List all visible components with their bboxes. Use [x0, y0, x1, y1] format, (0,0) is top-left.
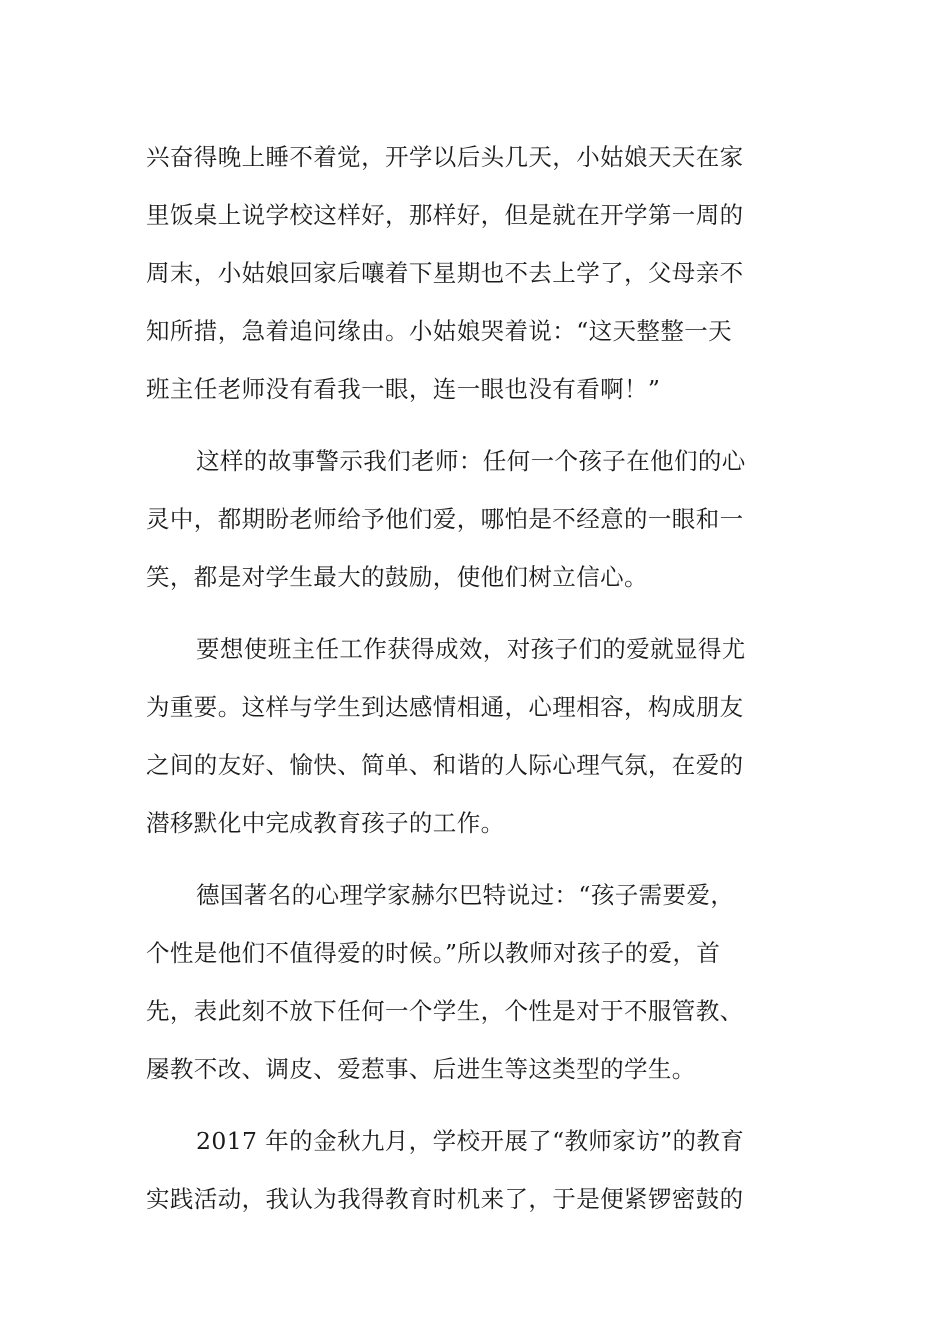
text-line: 先，表此刻不放下任何一个学生，个性是对于不服管教、 — [146, 997, 744, 1025]
text-line: 德国著名的心理学家赫尔巴特说过：“孩子需要爱， — [196, 881, 735, 909]
text-line: 兴奋得晚上睡不着觉，开学以后头几天，小姑娘天天在家 — [146, 143, 744, 171]
document-body — [146, 128, 806, 1228]
text-line: 屡教不改、调皮、爱惹事、后进生等这类型的学生。 — [146, 1055, 696, 1083]
text-line: 周末，小姑娘回家后嚷着下星期也不去上学了，父母亲不 — [146, 259, 744, 287]
text-line: 实践活动，我认为我得教育时机来了，于是便紧锣密鼓的 — [146, 1185, 744, 1213]
text-line: 要想使班主任工作获得成效，对孩子们的爱就显得尤 — [196, 635, 746, 663]
paragraph — [146, 128, 806, 418]
text-line: 灵中，都期盼老师给予他们爱，哪怕是不经意的一眼和一 — [146, 505, 744, 533]
paragraph — [146, 1112, 806, 1228]
paragraph — [146, 866, 806, 1098]
text-line: 知所措，急着追问缘由。小姑娘哭着说：“这天整整一天 — [146, 317, 733, 345]
text-line: 里饭桌上说学校这样好，那样好，但是就在开学第一周的 — [146, 201, 744, 229]
paragraph — [146, 620, 806, 852]
text-line: 之间的友好、愉快、简单、和谐的人际心理气氛，在爱的 — [146, 751, 744, 779]
paragraph — [146, 432, 806, 606]
text-line: 2017 年的金秋九月，学校开展了“教师家访”的教育 — [196, 1127, 745, 1155]
text-line: 这样的故事警示我们老师：任何一个孩子在他们的心 — [196, 447, 746, 475]
text-line: 班主任老师没有看我一眼，连一眼也没有看啊！” — [146, 375, 661, 403]
text-line: 潜移默化中完成教育孩子的工作。 — [146, 809, 505, 837]
text-line: 笑，都是对学生最大的鼓励，使他们树立信心。 — [146, 563, 648, 591]
text-line: 个性是他们不值得爱的时候。”所以教师对孩子的爱，首 — [146, 939, 721, 967]
text-line: 为重要。这样与学生到达感情相通，心理相容，构成朋友 — [146, 693, 744, 721]
